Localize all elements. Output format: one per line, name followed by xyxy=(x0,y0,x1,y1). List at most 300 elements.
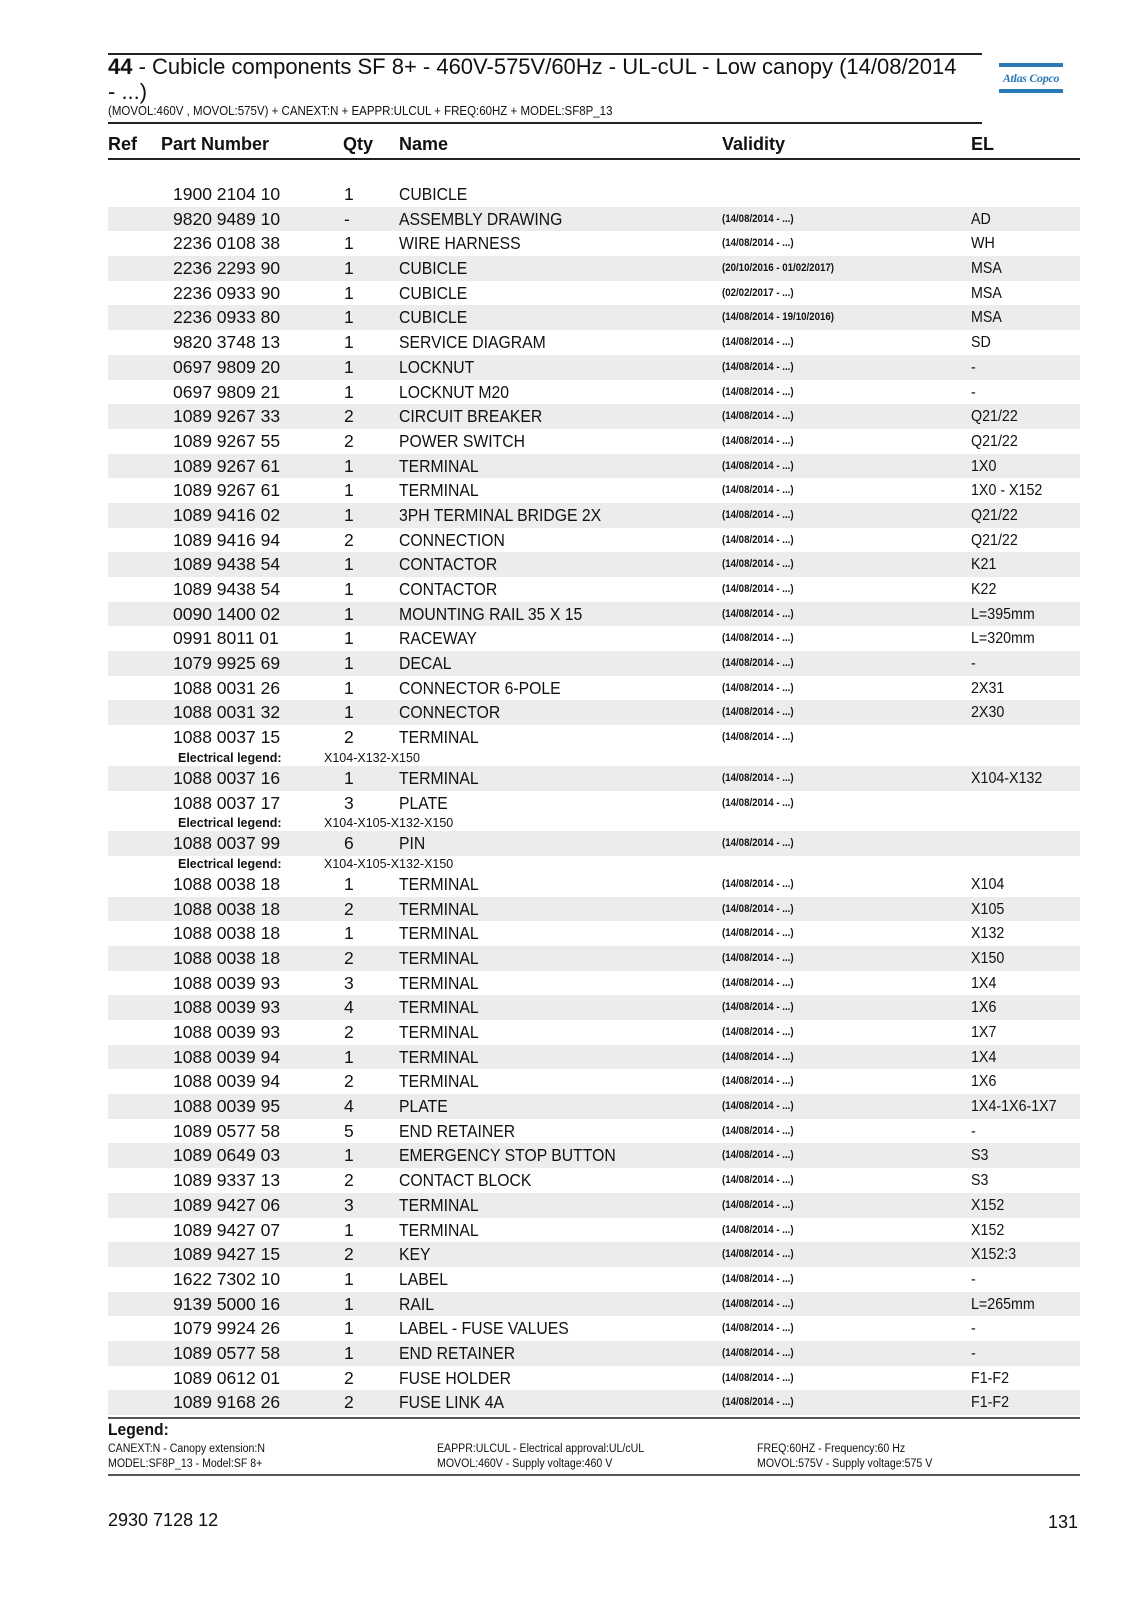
validity-cell: (14/08/2014 - ...) xyxy=(722,533,794,546)
el-cell: K21 xyxy=(971,556,997,574)
part-number-cell: 1079 9925 69 xyxy=(173,653,281,674)
validity-cell: (14/08/2014 - ...) xyxy=(722,1124,794,1137)
part-number-cell: 1088 0037 17 xyxy=(173,792,281,813)
table-row xyxy=(108,1143,1080,1168)
table-row xyxy=(108,552,1080,577)
qty-cell: 5 xyxy=(344,1120,354,1141)
validity-cell: (14/08/2014 - ...) xyxy=(722,1174,794,1187)
table-row xyxy=(108,182,1080,207)
part-number-cell: 0697 9809 20 xyxy=(173,356,281,377)
part-number-cell: 0697 9809 21 xyxy=(173,381,281,402)
el-cell: 2X31 xyxy=(971,679,1005,697)
qty-cell: 2 xyxy=(344,947,354,968)
legend-item: EAPPR:ULCUL - Electrical approval:UL/cUL xyxy=(437,1443,645,1455)
electrical-legend-label: Electrical legend: xyxy=(178,750,282,765)
name-cell: LABEL xyxy=(399,1268,449,1289)
validity-cell: (14/08/2014 - ...) xyxy=(722,1149,794,1162)
name-cell: KEY xyxy=(399,1244,431,1265)
part-number-cell: 1088 0037 99 xyxy=(173,833,281,854)
validity-cell: (14/08/2014 - ...) xyxy=(722,877,794,890)
el-cell: L=320mm xyxy=(971,630,1035,648)
name-cell: CONTACTOR xyxy=(399,554,498,575)
validity-cell: (14/08/2014 - ...) xyxy=(722,336,794,349)
qty-cell: 1 xyxy=(344,332,354,353)
atlas-copco-logo xyxy=(999,63,1063,93)
qty-cell: 1 xyxy=(344,307,354,328)
el-cell: 1X0 - X152 xyxy=(971,482,1043,500)
header-el: EL xyxy=(971,134,995,154)
part-number-cell: 1900 2104 10 xyxy=(173,184,281,204)
part-number-cell: 1089 0577 58 xyxy=(173,1120,281,1141)
table-row xyxy=(108,380,1080,405)
validity-cell: (20/10/2016 - 01/02/2017) xyxy=(722,262,834,275)
table-row xyxy=(108,404,1080,429)
electrical-legend-label: Electrical legend: xyxy=(178,856,282,871)
qty-cell: 1 xyxy=(344,923,354,944)
name-cell: TERMINAL xyxy=(399,480,479,501)
el-cell: X105 xyxy=(971,900,1005,918)
table-row xyxy=(108,995,1080,1020)
parts-table-body xyxy=(108,182,1080,1415)
name-cell: MOUNTING RAIL 35 X 15 xyxy=(399,603,583,624)
qty-cell: 1 xyxy=(344,603,354,624)
qty-cell: 4 xyxy=(344,1096,354,1117)
validity-cell: (14/08/2014 - ...) xyxy=(722,385,794,398)
validity-cell: (14/08/2014 - ...) xyxy=(722,976,794,989)
qty-cell: 1 xyxy=(344,628,354,649)
el-cell: Q21/22 xyxy=(971,408,1018,426)
table-row xyxy=(108,1119,1080,1144)
name-cell: TERMINAL xyxy=(399,873,479,894)
part-number-cell: 1088 0039 95 xyxy=(173,1096,281,1117)
name-cell: LOCKNUT xyxy=(399,356,475,377)
table-row xyxy=(108,791,1080,816)
validity-cell: (14/08/2014 - ...) xyxy=(722,1001,794,1014)
legend-item: MOVOL:460V - Supply voltage:460 V xyxy=(437,1458,613,1470)
table-row xyxy=(108,676,1080,701)
table-row xyxy=(108,872,1080,897)
name-cell: POWER SWITCH xyxy=(399,430,525,451)
name-cell: ASSEMBLY DRAWING xyxy=(399,208,563,229)
name-cell: CUBICLE xyxy=(399,184,468,204)
name-cell: WIRE HARNESS xyxy=(399,233,521,254)
name-cell: TERMINAL xyxy=(399,1194,479,1215)
validity-cell: (14/08/2014 - ...) xyxy=(722,583,794,595)
name-cell: CUBICLE xyxy=(399,282,468,303)
qty-cell: 6 xyxy=(344,833,354,854)
part-number-cell: 1088 0037 15 xyxy=(173,727,281,748)
part-number-cell: 1088 0039 93 xyxy=(173,1022,281,1042)
part-number-cell: 1088 0039 94 xyxy=(173,1046,281,1067)
validity-cell: (14/08/2014 - ...) xyxy=(722,632,794,645)
legend-item: MODEL:SF8P_13 - Model:SF 8+ xyxy=(108,1458,263,1470)
table-row xyxy=(108,503,1080,528)
header-name: Name xyxy=(399,134,449,154)
name-cell: TERMINAL xyxy=(399,1219,479,1240)
part-number-cell: 0090 1400 02 xyxy=(173,603,281,624)
legend-item: FREQ:60HZ - Frequency:60 Hz xyxy=(757,1443,906,1455)
part-number-cell: 1089 9438 54 xyxy=(173,579,281,599)
validity-cell: (14/08/2014 - ...) xyxy=(722,1223,794,1236)
qty-cell: 3 xyxy=(344,792,354,813)
name-cell: CUBICLE xyxy=(399,258,468,279)
electrical-legend-row xyxy=(108,856,1080,872)
section-title: - Cubicle components SF 8+ - 460V-575V/60Hz - UL-cUL - Low canopy (14/08/2014 - ...) xyxy=(108,54,957,104)
validity-cell: (14/08/2014 - ...) xyxy=(722,1026,794,1038)
el-cell: X152:3 xyxy=(971,1246,1017,1264)
validity-cell: (14/08/2014 - ...) xyxy=(722,1050,794,1063)
name-cell: RAIL xyxy=(399,1293,435,1314)
qty-cell: 1 xyxy=(344,702,354,723)
name-cell: TERMINAL xyxy=(399,898,479,919)
validity-cell: (14/08/2014 - ...) xyxy=(722,1346,794,1359)
table-row xyxy=(108,626,1080,651)
el-cell: 2X30 xyxy=(971,704,1005,722)
qty-cell: 1 xyxy=(344,677,354,698)
configuration-subtitle: (MOVOL:460V , MOVOL:575V) + CANEXT:N + EAPPR:ULCUL + FREQ:60HZ + MODEL:SF8P_13 xyxy=(108,104,613,118)
name-cell: PLATE xyxy=(399,792,448,813)
part-number-cell: 1089 9416 02 xyxy=(173,504,281,525)
part-number-cell: 1088 0039 93 xyxy=(173,972,281,993)
part-number-cell: 1089 9267 33 xyxy=(173,406,281,427)
el-cell: 1X6 xyxy=(971,999,997,1017)
table-row xyxy=(108,1390,1080,1415)
part-number-cell: 1088 0031 26 xyxy=(173,677,281,698)
qty-cell: 1 xyxy=(344,1145,354,1166)
qty-cell: 2 xyxy=(344,727,354,748)
part-number-cell: 1089 9438 54 xyxy=(173,554,281,575)
name-cell: TERMINAL xyxy=(399,997,479,1018)
qty-cell: 3 xyxy=(344,1194,354,1215)
el-cell: Q21/22 xyxy=(971,506,1018,524)
name-cell: 3PH TERMINAL BRIDGE 2X xyxy=(399,504,602,525)
name-cell: CUBICLE xyxy=(399,307,468,328)
page-title xyxy=(108,54,968,104)
name-cell: TERMINAL xyxy=(399,972,479,993)
part-number-cell: 9820 9489 10 xyxy=(173,208,281,229)
part-number-cell: 1088 0038 18 xyxy=(173,898,281,919)
validity-cell: (14/08/2014 - ...) xyxy=(722,508,794,521)
part-number-cell: 2236 0108 38 xyxy=(173,233,281,254)
qty-cell: 2 xyxy=(344,1392,354,1413)
part-number-cell: 9139 5000 16 xyxy=(173,1293,281,1314)
part-number-cell: 1089 9416 94 xyxy=(173,529,281,550)
table-row xyxy=(108,454,1080,479)
qty-cell: 1 xyxy=(344,455,354,476)
name-cell: EMERGENCY STOP BUTTON xyxy=(399,1145,616,1166)
validity-cell: (14/08/2014 - ...) xyxy=(722,410,794,423)
table-row xyxy=(108,1316,1080,1341)
el-cell: MSA xyxy=(971,260,1002,278)
table-row xyxy=(108,231,1080,256)
validity-cell: (14/08/2014 - ...) xyxy=(722,681,794,694)
table-row xyxy=(108,355,1080,380)
el-cell: X132 xyxy=(971,925,1005,943)
qty-cell: - xyxy=(344,208,350,229)
part-number-cell: 1622 7302 10 xyxy=(173,1268,281,1289)
part-number-cell: 0991 8011 01 xyxy=(173,628,279,649)
table-row xyxy=(108,1094,1080,1119)
table-row xyxy=(108,602,1080,627)
part-number-cell: 1089 9267 61 xyxy=(173,455,281,476)
electrical-legend-row xyxy=(108,750,1080,766)
table-bottom-rule xyxy=(108,1417,1080,1419)
table-row xyxy=(108,1292,1080,1317)
part-number-cell: 2236 0933 80 xyxy=(173,307,281,328)
el-cell: - xyxy=(971,1122,976,1140)
table-row xyxy=(108,1242,1080,1267)
table-row xyxy=(108,429,1080,454)
header-ref: Ref xyxy=(108,134,138,154)
el-cell: S3 xyxy=(971,1172,989,1190)
name-cell: LABEL - FUSE VALUES xyxy=(399,1318,569,1339)
validity-cell: (14/08/2014 - ...) xyxy=(722,360,794,373)
legend-item: CANEXT:N - Canopy extension:N xyxy=(108,1443,266,1455)
el-cell: K22 xyxy=(971,581,997,598)
validity-cell: (14/08/2014 - ...) xyxy=(722,837,794,850)
validity-cell: (14/08/2014 - ...) xyxy=(722,1322,794,1335)
part-number-cell: 1088 0039 93 xyxy=(173,997,281,1018)
part-number-cell: 2236 0933 90 xyxy=(173,282,281,303)
part-number-cell: 9820 3748 13 xyxy=(173,332,281,353)
table-row xyxy=(108,921,1080,946)
el-cell: 1X4 xyxy=(971,1048,997,1066)
el-cell: - xyxy=(971,1320,976,1338)
header-qty: Qty xyxy=(343,134,374,154)
table-row xyxy=(108,256,1080,281)
electrical-legend-label: Electrical legend: xyxy=(178,816,282,831)
el-cell: - xyxy=(971,383,976,401)
el-cell: 1X0 xyxy=(971,457,997,475)
part-number-cell: 1089 0577 58 xyxy=(173,1342,281,1363)
table-row xyxy=(108,1069,1080,1094)
validity-cell: (14/08/2014 - ...) xyxy=(722,771,794,784)
part-number-cell: 1089 9427 06 xyxy=(173,1194,281,1215)
section-number: 44 xyxy=(108,54,133,79)
table-row xyxy=(108,1168,1080,1193)
electrical-legend-row xyxy=(108,815,1080,831)
name-cell: CONNECTOR 6-POLE xyxy=(399,677,561,698)
validity-cell: (14/08/2014 - ...) xyxy=(722,1396,794,1409)
table-row xyxy=(108,725,1080,750)
el-cell: SD xyxy=(971,334,991,352)
el-cell: X104 xyxy=(971,875,1005,893)
validity-cell: (14/08/2014 - ...) xyxy=(722,434,794,447)
qty-cell: 1 xyxy=(344,1046,354,1067)
validity-cell: (14/08/2014 - ...) xyxy=(722,1248,794,1261)
qty-cell: 1 xyxy=(344,554,354,575)
name-cell: TERMINAL xyxy=(399,923,479,944)
part-number-cell: 1089 9337 13 xyxy=(173,1170,281,1191)
qty-cell: 1 xyxy=(344,480,354,501)
logo-bar-bottom xyxy=(999,89,1063,93)
qty-cell: 2 xyxy=(344,1022,354,1042)
qty-cell: 2 xyxy=(344,1170,354,1191)
name-cell: DECAL xyxy=(399,653,452,674)
el-cell: S3 xyxy=(971,1147,989,1165)
qty-cell: 1 xyxy=(344,1342,354,1363)
name-cell: CONTACTOR xyxy=(399,579,498,599)
table-row xyxy=(108,831,1080,856)
name-cell: SERVICE DIAGRAM xyxy=(399,332,546,353)
table-row xyxy=(108,1366,1080,1391)
table-row xyxy=(108,1193,1080,1218)
qty-cell: 1 xyxy=(344,282,354,303)
el-cell: F1-F2 xyxy=(971,1369,1010,1387)
el-cell: L=265mm xyxy=(971,1295,1035,1313)
table-row xyxy=(108,1020,1080,1045)
legend-item: MOVOL:575V - Supply voltage:575 V xyxy=(757,1458,933,1470)
el-cell: X152 xyxy=(971,1221,1005,1239)
qty-cell: 2 xyxy=(344,1367,354,1388)
table-row xyxy=(108,330,1080,355)
qty-cell: 1 xyxy=(344,767,354,788)
el-cell: Q21/22 xyxy=(971,531,1018,549)
el-cell: 1X6 xyxy=(971,1073,997,1091)
validity-cell: (14/08/2014 - 19/10/2016) xyxy=(722,311,834,324)
el-cell: X152 xyxy=(971,1196,1005,1214)
electrical-legend-value: X104-X132-X150 xyxy=(324,750,420,765)
validity-cell: (14/08/2014 - ...) xyxy=(722,212,794,225)
name-cell: FUSE LINK 4A xyxy=(399,1392,505,1413)
name-cell: LOCKNUT M20 xyxy=(399,381,509,402)
table-row xyxy=(108,766,1080,791)
header-validity: Validity xyxy=(722,134,786,154)
logo-text: Atlas Copco xyxy=(1002,71,1060,85)
table-row xyxy=(108,577,1080,602)
validity-cell: (14/08/2014 - ...) xyxy=(722,706,794,719)
validity-cell: (14/08/2014 - ...) xyxy=(722,459,794,472)
page-number: 131 xyxy=(1048,1512,1079,1532)
part-number-cell: 1089 9267 61 xyxy=(173,480,281,501)
validity-cell: (14/08/2014 - ...) xyxy=(722,1198,794,1211)
name-cell: END RETAINER xyxy=(399,1120,516,1141)
name-cell: CONTACT BLOCK xyxy=(399,1170,532,1191)
title-rule xyxy=(108,122,982,124)
qty-cell: 1 xyxy=(344,1219,354,1240)
table-row xyxy=(108,651,1080,676)
name-cell: TERMINAL xyxy=(399,947,479,968)
qty-cell: 2 xyxy=(344,529,354,550)
name-cell: CONNECTION xyxy=(399,529,505,550)
qty-cell: 1 xyxy=(344,233,354,254)
part-number-cell: 1088 0039 94 xyxy=(173,1071,281,1092)
el-cell: AD xyxy=(971,210,991,228)
name-cell: TERMINAL xyxy=(399,767,479,788)
part-number-cell: 1089 0649 03 xyxy=(173,1145,281,1166)
table-row xyxy=(108,1267,1080,1292)
table-row xyxy=(108,1218,1080,1243)
part-number-cell: 1079 9924 26 xyxy=(173,1318,281,1339)
table-row xyxy=(108,700,1080,725)
qty-cell: 2 xyxy=(344,1071,354,1092)
qty-cell: 1 xyxy=(344,1318,354,1339)
name-cell: TERMINAL xyxy=(399,1046,479,1067)
part-number-cell: 1088 0038 18 xyxy=(173,923,281,944)
electrical-legend-value: X104-X105-X132-X150 xyxy=(324,856,454,871)
name-cell: CIRCUIT BREAKER xyxy=(399,406,543,427)
document-number: 2930 7128 12 xyxy=(108,1510,219,1530)
el-cell: Q21/22 xyxy=(971,432,1018,450)
legend-bottom-rule xyxy=(108,1474,1080,1476)
part-number-cell: 1088 0038 18 xyxy=(173,873,281,894)
el-cell: 1X7 xyxy=(971,1024,997,1041)
el-cell: 1X4-1X6-1X7 xyxy=(971,1098,1057,1116)
table-row xyxy=(108,897,1080,922)
table-row xyxy=(108,1045,1080,1070)
name-cell: FUSE HOLDER xyxy=(399,1367,512,1388)
qty-cell: 1 xyxy=(344,184,354,204)
validity-cell: (14/08/2014 - ...) xyxy=(722,1272,794,1285)
name-cell: PLATE xyxy=(399,1096,448,1117)
validity-cell: (14/08/2014 - ...) xyxy=(722,657,794,670)
table-row xyxy=(108,305,1080,330)
table-row xyxy=(108,528,1080,553)
qty-cell: 1 xyxy=(344,653,354,674)
name-cell: CONNECTOR xyxy=(399,702,501,723)
part-number-cell: 2236 2293 90 xyxy=(173,258,281,279)
part-number-cell: 1089 9427 07 xyxy=(173,1219,281,1240)
qty-cell: 2 xyxy=(344,406,354,427)
validity-cell: (14/08/2014 - ...) xyxy=(722,1371,794,1384)
header-part-number: Part Number xyxy=(161,134,270,154)
el-cell: 1X4 xyxy=(971,974,997,992)
validity-cell: (14/08/2014 - ...) xyxy=(722,558,794,571)
qty-cell: 2 xyxy=(344,1244,354,1265)
qty-cell: 1 xyxy=(344,1293,354,1314)
name-cell: TERMINAL xyxy=(399,1022,479,1042)
validity-cell: (14/08/2014 - ...) xyxy=(722,796,794,809)
validity-cell: (14/08/2014 - ...) xyxy=(722,484,794,497)
qty-cell: 1 xyxy=(344,579,354,599)
part-number-cell: 1089 0612 01 xyxy=(173,1367,281,1388)
part-number-cell: 1089 9168 26 xyxy=(173,1392,281,1413)
qty-cell: 4 xyxy=(344,997,354,1018)
el-cell: X150 xyxy=(971,949,1005,967)
el-cell: - xyxy=(971,655,976,673)
validity-cell: (14/08/2014 - ...) xyxy=(722,607,794,620)
qty-cell: 1 xyxy=(344,873,354,894)
part-number-cell: 1088 0038 18 xyxy=(173,947,281,968)
qty-cell: 1 xyxy=(344,356,354,377)
table-row xyxy=(108,478,1080,503)
validity-cell: (14/08/2014 - ...) xyxy=(722,731,794,744)
qty-cell: 1 xyxy=(344,258,354,279)
el-cell: MSA xyxy=(971,309,1002,327)
el-cell: F1-F2 xyxy=(971,1394,1010,1412)
el-cell: - xyxy=(971,1270,976,1288)
validity-cell: (14/08/2014 - ...) xyxy=(722,927,794,940)
qty-cell: 2 xyxy=(344,430,354,451)
name-cell: PIN xyxy=(399,833,426,854)
header-rule xyxy=(108,158,1080,160)
el-cell: L=395mm xyxy=(971,605,1035,623)
table-row xyxy=(108,971,1080,996)
name-cell: END RETAINER xyxy=(399,1342,516,1363)
electrical-legend-value: X104-X105-X132-X150 xyxy=(324,816,454,831)
validity-cell: (14/08/2014 - ...) xyxy=(722,1297,794,1310)
qty-cell: 1 xyxy=(344,504,354,525)
el-cell: X104-X132 xyxy=(971,769,1043,787)
legend-title: Legend: xyxy=(108,1420,169,1439)
name-cell: TERMINAL xyxy=(399,727,479,748)
validity-cell: (14/08/2014 - ...) xyxy=(722,237,794,250)
qty-cell: 3 xyxy=(344,972,354,993)
table-row xyxy=(108,281,1080,306)
table-row xyxy=(108,1341,1080,1366)
part-number-cell: 1088 0037 16 xyxy=(173,767,281,788)
el-cell: WH xyxy=(971,235,995,253)
